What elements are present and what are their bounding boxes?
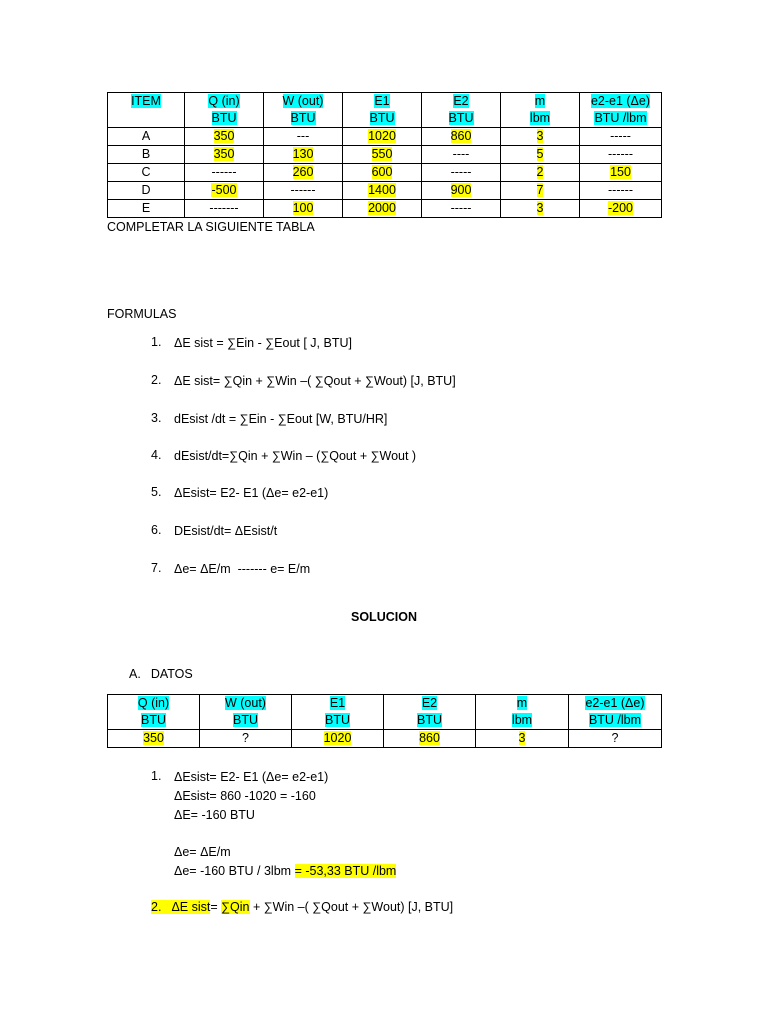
cell: D [108, 182, 185, 200]
header-w: W (out) BTU [200, 695, 292, 730]
item-table [107, 92, 662, 218]
cell: ---- [422, 146, 501, 164]
header-q: Q (in) BTU [185, 93, 264, 128]
cell: 3 [476, 730, 569, 748]
solution-step-2: 2. ΔE sist= ∑Qin + ∑Win –( ∑Qout + ∑Wout) [J, BTU] [151, 900, 454, 914]
cell: ------ [264, 182, 343, 200]
cell: -200 [580, 200, 662, 218]
step-line: ΔEsist= 860 -1020 = -160 [174, 788, 316, 803]
cell: 900 [422, 182, 501, 200]
cell: C [108, 164, 185, 182]
table-row [108, 164, 662, 182]
table-header-row [108, 93, 662, 128]
datos-heading: A. DATOS [129, 667, 193, 681]
cell: 7 [501, 182, 580, 200]
cell: ? [569, 730, 662, 748]
solution-heading: SOLUCION [351, 610, 417, 624]
cell: 860 [384, 730, 476, 748]
table-row [108, 182, 662, 200]
header-q: Q (in) BTU [108, 695, 200, 730]
header-e2: E2 BTU [384, 695, 476, 730]
formula-item: 4. dEsist/dt=∑Qin + ∑Win – (∑Qout + ∑Wout ) [151, 448, 417, 463]
formula-item: 6. DEsist/dt= ΔEsist/t [151, 523, 278, 538]
cell: ----- [422, 200, 501, 218]
header-de: e2-e1 (Δe) BTU /lbm [569, 695, 662, 730]
step-result: = -53,33 BTU /lbm [294, 863, 397, 878]
formulas-heading: FORMULAS [107, 307, 177, 321]
header-e1: E1 BTU [292, 695, 384, 730]
cell: ------- [185, 200, 264, 218]
formula-item: 1. ΔE sist = ∑Ein - ∑Eout [ J, BTU] [151, 335, 352, 350]
cell: 150 [580, 164, 662, 182]
header-m: m lbm [501, 93, 580, 128]
header-de: e2-e1 (Δe) BTU /lbm [580, 93, 662, 128]
cell: 860 [422, 128, 501, 146]
formula-item: 2. ΔE sist= ∑Qin + ∑Win –( ∑Qout + ∑Wout) [J, BTU] [151, 373, 456, 388]
cell: 5 [501, 146, 580, 164]
cell: ----- [422, 164, 501, 182]
cell: 1020 [292, 730, 384, 748]
cell: 2 [501, 164, 580, 182]
cell: 600 [343, 164, 422, 182]
cell: 100 [264, 200, 343, 218]
table-row [108, 146, 662, 164]
cell: 3 [501, 200, 580, 218]
cell: 1020 [343, 128, 422, 146]
cell: --- [264, 128, 343, 146]
cell: B [108, 146, 185, 164]
step-line [174, 824, 396, 843]
solution-step-1: 1. ΔEsist= E2- E1 (Δe= e2-e1) ΔEsist= 860 -1020 = -160 ΔE= -160 BTU Δe= ΔE/m Δe= -160 BTU / 3lbm = -53,33 BTU /lbm [151, 768, 396, 881]
cell: 1400 [343, 182, 422, 200]
header-w: W (out) BTU [264, 93, 343, 128]
table-header-row [108, 695, 662, 730]
formula-item: 5. ΔEsist= E2- E1 (Δe= e2-e1) [151, 485, 329, 500]
cell: 3 [501, 128, 580, 146]
step-line: Δe= -160 BTU / 3lbm = -53,33 BTU /lbm [174, 863, 397, 878]
formula-item: 3. dEsist /dt = ∑Ein - ∑Eout [W, BTU/HR] [151, 411, 388, 426]
cell: A [108, 128, 185, 146]
cell: 130 [264, 146, 343, 164]
cell: 260 [264, 164, 343, 182]
table-row [108, 200, 662, 218]
header-item: ITEM [108, 93, 185, 128]
cell: ----- [580, 128, 662, 146]
step-line: Δe= ΔE/m [174, 845, 231, 860]
header-e2: E2 BTU [422, 93, 501, 128]
header-e1: E1 BTU [343, 93, 422, 128]
table-row [108, 128, 662, 146]
cell: 350 [108, 730, 200, 748]
formula-item: 7. Δe= ΔE/m ------- e= E/m [151, 561, 311, 576]
header-m: m lbm [476, 695, 569, 730]
cell: 350 [185, 128, 264, 146]
cell: ? [200, 730, 292, 748]
step-line: ΔE= -160 BTU [174, 807, 255, 822]
cell: -500 [185, 182, 264, 200]
cell: ------ [580, 182, 662, 200]
cell: ------ [580, 146, 662, 164]
cell: ------ [185, 164, 264, 182]
cell: 350 [185, 146, 264, 164]
table-row [108, 730, 662, 748]
step-line: ΔEsist= E2- E1 (Δe= e2-e1) [174, 770, 329, 784]
datos-table [107, 694, 662, 748]
instruction-text: COMPLETAR LA SIGUIENTE TABLA [107, 220, 315, 234]
cell: 2000 [343, 200, 422, 218]
cell: 550 [343, 146, 422, 164]
cell: E [108, 200, 185, 218]
